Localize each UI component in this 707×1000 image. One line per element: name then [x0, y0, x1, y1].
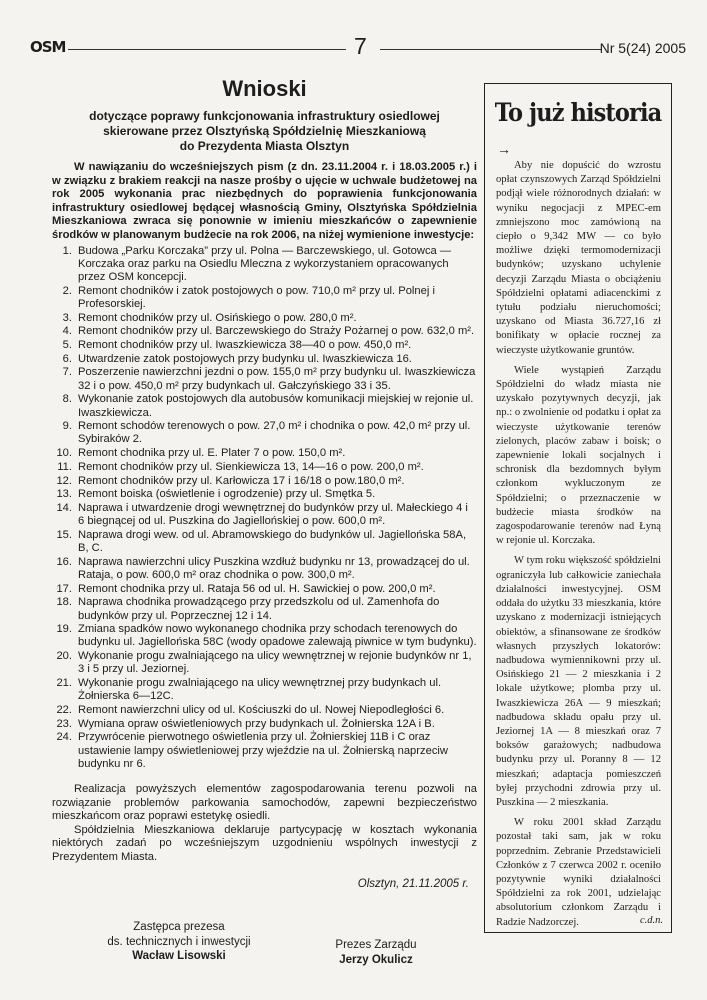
subtitle-line: dotyczące poprawy funkcjonowania infrastruktury osiedlowej	[89, 109, 440, 123]
subtitle-line: skierowane przez Olsztyńską Spółdzielnię Mieszkaniową	[103, 124, 426, 138]
article-closing	[52, 783, 477, 865]
list-item	[52, 461, 477, 474]
list-item-number: 9.	[62, 420, 72, 433]
list-item	[52, 366, 477, 392]
list-item-text: Wymiana opraw oświetleniowych przy budynkach ul. Żołnierska 12A i B.	[78, 717, 435, 730]
list-item-text: Remont chodników przy ul. Sienkiewicza 13, 14—16 o pow. 200,0 m².	[78, 460, 424, 473]
header-rule-right	[380, 49, 602, 50]
list-item-text: Naprawa drogi wew. od ul. Abramowskiego do budynków ul. Jagiellońska 58A, B, C.	[78, 528, 467, 555]
list-item-text: Naprawa nawierzchni ulicy Puszkina wzdłuż budynku nr 13, prowadzącej do ul. Rataja, o pow. 600,0 m² oraz chodnika o pow. 300,0 m².	[78, 555, 470, 581]
list-item-text: Wykonanie progu zwalniającego na ulicy wewnętrznej w rejonie budynków nr 1, 3 i 5 przy ul. Jeziornej.	[78, 650, 472, 676]
list-item-text: Przywrócenie pierwotnego oświetlenia przy ul. Żołnierskiej 11B i C oraz ustawienie lampy oświetleniowej przy wjeździe na ul. Żołnierską naprzeciw budynku nr 6.	[78, 731, 448, 770]
list-item-number: 2.	[62, 284, 72, 297]
list-item	[52, 245, 477, 285]
list-item-text: Remont chodników i zatok postojowych o pow. 710,0 m² przy ul. Polnej i Profesorskiej.	[78, 284, 435, 310]
place-date: Olsztyn, 21.11.2005 r.	[357, 877, 469, 890]
list-item-text: Wykonanie progu zwalniającego na ulicy wewnętrznej przy budynkach ul. Żołnierska 6—12C.	[78, 677, 442, 703]
list-item	[52, 475, 477, 488]
list-item	[52, 718, 477, 731]
list-item-number: 11.	[57, 460, 72, 473]
closing-paragraph: Spółdzielnia Mieszkaniowa deklaruje partycypację w kosztach wykonania niektórych zadań po wcześniejszym uzgodnieniu wspólnych inwestycji z Prezydentem Miasta.	[52, 823, 477, 863]
list-item-text: Remont chodników przy ul. Osińskiego o pow. 280,0 m².	[78, 311, 357, 324]
signatory-role: Prezes Zarządu	[335, 939, 417, 951]
article	[52, 76, 477, 890]
list-item	[52, 650, 477, 676]
list-item-text: Remont chodników przy ul. Barczewskiego do Straży Pożarnej o pow. 632,0 m².	[78, 325, 475, 338]
continued-note: c.d.n.	[639, 915, 663, 926]
investment-list	[52, 245, 477, 771]
sidebar-title: To już historia	[494, 98, 662, 127]
signature-deputy	[84, 920, 274, 964]
sidebar-text	[485, 157, 671, 930]
list-item-text: Remont chodnika przy ul. E. Plater 7 o pow. 150,0 m².	[78, 447, 346, 460]
list-item-number: 10.	[56, 447, 72, 460]
history-sidebar	[484, 83, 672, 933]
list-item	[52, 502, 477, 528]
list-item-number: 21.	[56, 677, 72, 690]
list-item-text: Naprawa chodnika prowadzącego przy przedszkolu od ul. Zamenhofa do budynków przy ul. Poprzecznej 12 i 14.	[78, 596, 440, 622]
list-item	[52, 353, 477, 366]
subtitle-line: do Prezydenta Miasta Olsztyn	[179, 139, 350, 153]
list-item	[52, 596, 477, 622]
list-item	[52, 704, 477, 717]
list-item	[52, 677, 477, 703]
list-item-text: Remont boiska (oświetlenie i ogrodzenie) przy ul. Smętka 5.	[78, 488, 376, 501]
list-item	[52, 393, 477, 419]
list-item-text: Remont chodników przy ul. Iwaszkiewicza 38—40 o pow. 450,0 m².	[78, 338, 412, 351]
list-item-number: 6.	[62, 352, 72, 365]
list-item	[52, 556, 477, 582]
page-header	[28, 33, 686, 62]
list-item-text: Wykonanie zatok postojowych dla autobusów komunikacji miejskiej w rejonie ul. Iwaszkiewicza.	[78, 393, 474, 419]
list-item-number: 24.	[56, 731, 72, 744]
list-item-text: Remont nawierzchni ulicy od ul. Kościuszki do ul. Nowej Niepodległości 6.	[78, 703, 445, 716]
list-item	[52, 420, 477, 446]
arrow-icon: →	[497, 141, 511, 157]
signatory-role: Zastępca prezesa	[133, 921, 225, 933]
article-title: Wnioski	[222, 76, 307, 101]
list-item	[52, 488, 477, 501]
list-item-number: 18.	[56, 596, 72, 609]
list-item-number: 12.	[56, 474, 72, 487]
list-item-number: 15.	[56, 528, 72, 541]
sidebar-paragraph: Wiele wystąpień Zarządu Spółdzielni do władz miasta nie uzyskało pozytywnych decyzji, jak np.: o zwolnienie od podatku i opłat za wieczyste użytkowanie terenów zielonych, placów zabaw i boisk; o zapewnienie lokali socjalnych i schronisk dla bezdomnych byłym członkom wykluczonym ze Spółdzielni; o przeznaczenie w budżecie miasta środków na zagospodarowanie terenów nad Łyną w rejonie ul. Korczaka.	[496, 364, 661, 547]
list-item	[52, 529, 477, 555]
closing-paragraph: Realizacja powyższych elementów zagospodarowania terenu pozwoli na rozwiązanie problemów parkowania samochodów, zapewni bezpieczeństwo mieszkańcom oraz poprawi estetykę osiedli.	[52, 782, 477, 823]
list-item-number: 16.	[56, 555, 72, 568]
osm-logo: OSM	[30, 38, 66, 56]
page-number: 7	[354, 33, 367, 59]
signatory-name: Jerzy Okulicz	[339, 953, 413, 966]
list-item-text: Utwardzenie zatok postojowych przy budynku ul. Iwaszkiewicza 16.	[78, 352, 412, 365]
list-item	[52, 312, 477, 325]
list-item	[52, 731, 477, 771]
list-item	[52, 623, 477, 649]
list-item-number: 17.	[56, 582, 72, 595]
list-item-number: 13.	[56, 488, 72, 501]
sidebar-paragraph: W tym roku większość spółdzielni ograniczyła lub całkowicie zaniechała działalności inwestycyjnej. OSM oddała do użytku 33 mieszkania, które uzyskano z modernizacji istniejących obiektów, a sfinansowane ze środków własnych przyszłych lokatorów: nadbudowa wymiennikowni przy ul. Osińskiego 21 — 2 mieszkania i 2 lokale użytkowe; plomba przy ul. Iwaszkiewicza 26A — 9 mieszkań; nadbudowa składu opału przy ul. Jeziornej 1A — 8 mieszkań oraz 7 boksów garażowych; nadbudowa budynku przy ul. Poranny 8 — 12 mieszkań; adaptacja pomieszczeń byłej przychodni zdrowia przy ul. Puszkina — 2 mieszkania.	[496, 555, 661, 808]
list-item-number: 19.	[56, 623, 72, 636]
list-item-text: Remont chodników przy ul. Karłowicza 17 i 16/18 o pow.180,0 m².	[78, 474, 405, 487]
issue-label: Nr 5(24) 2005	[599, 40, 686, 56]
signature-president	[316, 938, 436, 967]
header-rule-left	[68, 49, 346, 50]
list-item-number: 1.	[62, 244, 72, 257]
list-item	[52, 583, 477, 596]
signatory-name: Wacław Lisowski	[132, 950, 226, 962]
list-item-text: Naprawa i utwardzenie drogi wewnętrznej do budynków przy ul. Małeckiego 4 i 6 biegnącej od ul. Puszkina do Jagiellońskiej o pow. 600,0 m².	[78, 501, 468, 528]
list-item-number: 20.	[56, 650, 72, 663]
signatory-role: ds. technicznych i inwestycji	[107, 935, 251, 948]
list-item-number: 3.	[62, 311, 72, 324]
sidebar-paragraph: Aby nie dopuścić do wzrostu opłat czynszowych Zarząd Spółdzielni podjął wiele różnorodnych działań: w wyniku negocjacji z MPEC-em zmniejszono moc zamówioną na ciepło o 9,342 MW — co było możliwe dzięki termomodernizacji budynków; uzyskano uchylenie decyzji Zarządu Miasta o obciążeniu Spółdzielni opłatami adiacenckimi z tytułu podziału nieruchomości; uzyskano od Miasta 36.727,16 zł bonifikaty w opłacie rocznej za wieczyste użytkowanie gruntów.	[496, 160, 661, 356]
list-item-text: Remont chodnika przy ul. Rataja 56 od ul. H. Sawickiej o pow. 200,0 m².	[78, 582, 436, 595]
list-item	[52, 285, 477, 311]
list-item-number: 8.	[62, 393, 72, 406]
list-item-text: Poszerzenie nawierzchni jezdni o pow. 155,0 m² przy budynku ul. Iwaszkiewicza 32 i o pow. 450,0 m² przy budynkach ul. Gałczyńskiego 33 i 35.	[78, 366, 476, 392]
list-item-number: 22.	[56, 703, 72, 716]
list-item-text: Budowa „Parku Korczaka” przy ul. Polna — Barczewskiego, ul. Gotowca — Korczaka oraz parku na Osiedlu Mleczna z wykorzystaniem opracowanych przez OSM koncepcji.	[78, 244, 452, 283]
list-item-text: Zmiana spadków nowo wykonanego chodnika przy schodach terenowych do budynku ul. Jagiellońska 58C (wody opadowe zalewają piwnice w tym budynku).	[78, 623, 477, 649]
list-item	[52, 447, 477, 460]
list-item	[52, 339, 477, 352]
list-item-number: 7.	[62, 366, 72, 379]
sidebar-paragraph: W roku 2001 skład Zarządu pozostał taki sam, jak w roku poprzednim. Zebranie Przedstawicieli Członków z 7 czerwca 2002 r. oceniło pozytywnie wyniki działalności Spółdzielni za rok 2001, udzielając absolutorium członkom Zarządu i Radzie Nadzorczej.	[496, 817, 661, 928]
list-item-number: 5.	[62, 338, 72, 351]
list-item-number: 4.	[62, 325, 72, 338]
list-item	[52, 325, 477, 338]
article-subtitle	[52, 109, 477, 154]
list-item-number: 14.	[56, 501, 72, 514]
article-intro: W nawiązaniu do wcześniejszych pism (z dn. 23.11.2004 r. i 18.03.2005 r.) i w związku z brakiem reakcji na nasze prośby o ujęcie w uchwale budżetowej na rok 2005 wykonania prac niezbędnych do poprawienia funkcjonowania infrastruktury osiedlowej będącej własnością Gminy, Olsztyńska Spółdzielnia Mieszkaniowa zwraca się ponownie w imieniu mieszkańców o zapewnienie środków w planowanym budżecie na rok 2006, na niżej wymienione inwestycje:	[52, 161, 477, 241]
list-item-number: 23.	[56, 717, 72, 730]
list-item-text: Remont schodów terenowych o pow. 27,0 m² i chodnika o pow. 42,0 m² przy ul. Sybiraków 2.	[78, 420, 471, 446]
